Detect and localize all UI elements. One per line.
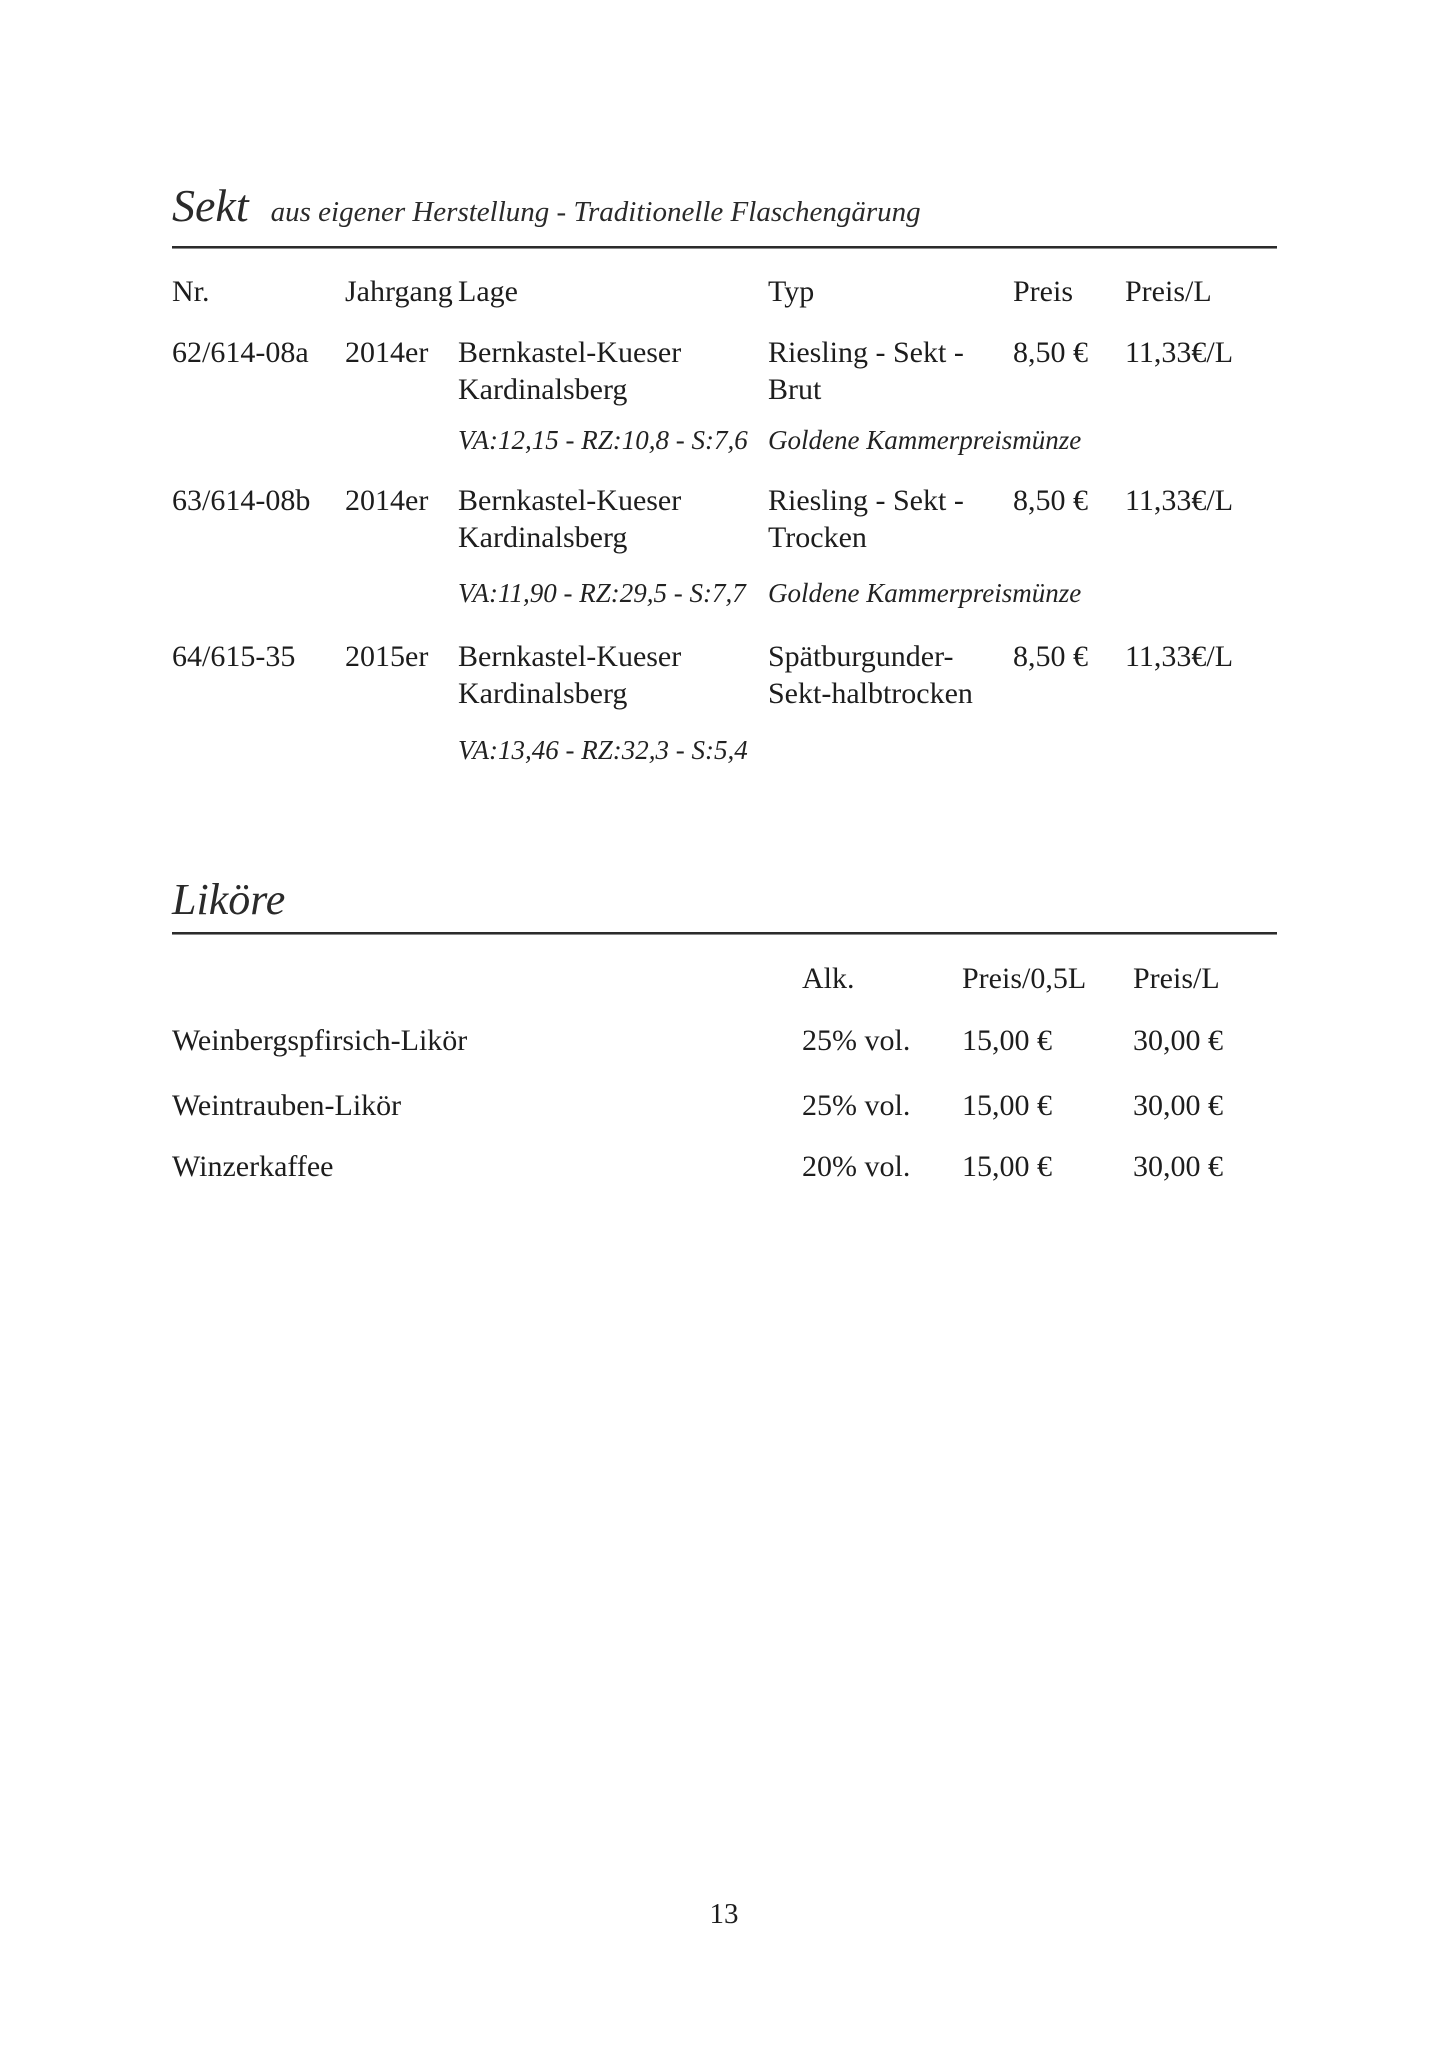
sekt-table-header-row	[172, 273, 1277, 310]
wine-preis: 8,50 €	[1013, 640, 1088, 673]
wine-typ-line2: Trocken	[768, 521, 867, 554]
sekt-heading-rule	[172, 246, 1277, 249]
wine-analyse: VA:11,90 - RZ:29,5 - S:7,7	[458, 578, 746, 608]
likoer-row	[172, 1087, 1277, 1124]
wine-typ-line1: Riesling - Sekt -	[768, 484, 964, 517]
wine-analyse-row	[172, 425, 1277, 456]
likoere-section-heading	[172, 873, 1277, 930]
wine-analyse: VA:13,46 - RZ:32,3 - S:5,4	[458, 735, 748, 765]
wine-analyse-row	[172, 735, 1277, 766]
wine-analyse-row	[172, 578, 1277, 609]
wine-lage-line2: Kardinalsberg	[458, 521, 628, 554]
wine-typ-line2: Sekt-halbtrocken	[768, 677, 973, 710]
wine-preis: 8,50 €	[1013, 484, 1088, 517]
wine-lage	[458, 334, 681, 408]
wine-auszeichnung: Goldene Kammerpreismünze	[768, 425, 1082, 455]
wine-lage	[458, 638, 681, 712]
likoer-alk: 25% vol.	[802, 1089, 911, 1122]
wine-preis-l: 11,33€/L	[1125, 484, 1234, 517]
column-header-preis-05l: Preis/0,5L	[962, 962, 1087, 995]
wine-lage-line1: Bernkastel-Kueser	[458, 640, 682, 673]
wine-lage-line1: Bernkastel-Kueser	[458, 336, 682, 369]
wine-preis: 8,50 €	[1013, 336, 1088, 369]
column-header-lage: Lage	[458, 275, 518, 308]
sekt-title: Sekt	[172, 180, 249, 231]
likoer-name: Weinbergspfirsich-Likör	[172, 1024, 468, 1057]
likoer-row	[172, 1022, 1277, 1059]
wine-nr: 64/615-35	[172, 640, 296, 673]
column-header-nr: Nr.	[172, 275, 210, 308]
column-header-typ: Typ	[768, 275, 815, 308]
wine-jahrgang: 2014er	[345, 336, 429, 369]
likoere-heading-rule	[172, 932, 1277, 935]
wine-lage-line1: Bernkastel-Kueser	[458, 484, 682, 517]
likoer-name: Weintrauben-Likör	[172, 1089, 402, 1122]
page-content	[172, 0, 1277, 1185]
wine-lage	[458, 482, 681, 556]
wine-lage-line2: Kardinalsberg	[458, 373, 628, 406]
likoere-table-header-row	[172, 960, 1277, 997]
wine-jahrgang: 2014er	[345, 484, 429, 517]
likoer-preis-l: 30,00 €	[1133, 1089, 1223, 1122]
wine-typ	[768, 482, 964, 556]
sekt-section-heading	[172, 178, 1277, 240]
wine-jahrgang: 2015er	[345, 640, 429, 673]
wine-nr: 62/614-08a	[172, 336, 309, 369]
likoer-preis-05l: 15,00 €	[962, 1024, 1052, 1057]
wine-typ-line1: Spätburgunder-	[768, 640, 954, 673]
likoer-alk: 20% vol.	[802, 1150, 911, 1183]
likoer-preis-05l: 15,00 €	[962, 1150, 1052, 1183]
likoer-alk: 25% vol.	[802, 1024, 911, 1057]
likoer-preis-l: 30,00 €	[1133, 1024, 1223, 1057]
page-number: 13	[709, 1898, 739, 1930]
likoer-name: Winzerkaffee	[172, 1150, 334, 1183]
likoer-preis-l: 30,00 €	[1133, 1150, 1223, 1183]
sekt-subtitle: aus eigener Herstellung - Traditionelle Flaschengärung	[270, 196, 921, 228]
wine-typ	[768, 638, 973, 712]
wine-row	[172, 638, 1277, 712]
wine-typ-line1: Riesling - Sekt -	[768, 336, 964, 369]
wine-row	[172, 334, 1277, 408]
column-header-preis-l: Preis/L	[1133, 962, 1220, 995]
column-header-jahrgang: Jahrgang	[345, 275, 453, 308]
wine-row	[172, 482, 1277, 556]
likoere-title: Liköre	[172, 875, 286, 924]
wine-preis-l: 11,33€/L	[1125, 640, 1234, 673]
wine-analyse: VA:12,15 - RZ:10,8 - S:7,6	[458, 425, 748, 455]
column-header-alk: Alk.	[802, 962, 855, 995]
wine-preis-l: 11,33€/L	[1125, 336, 1234, 369]
likoer-preis-05l: 15,00 €	[962, 1089, 1052, 1122]
wine-auszeichnung: Goldene Kammerpreismünze	[768, 578, 1082, 608]
wine-typ	[768, 334, 964, 408]
likoer-row	[172, 1148, 1277, 1185]
column-header-preis-l: Preis/L	[1125, 275, 1212, 308]
wine-nr: 63/614-08b	[172, 484, 311, 517]
column-header-preis: Preis	[1013, 275, 1073, 308]
wine-lage-line2: Kardinalsberg	[458, 677, 628, 710]
wine-typ-line2: Brut	[768, 373, 822, 406]
